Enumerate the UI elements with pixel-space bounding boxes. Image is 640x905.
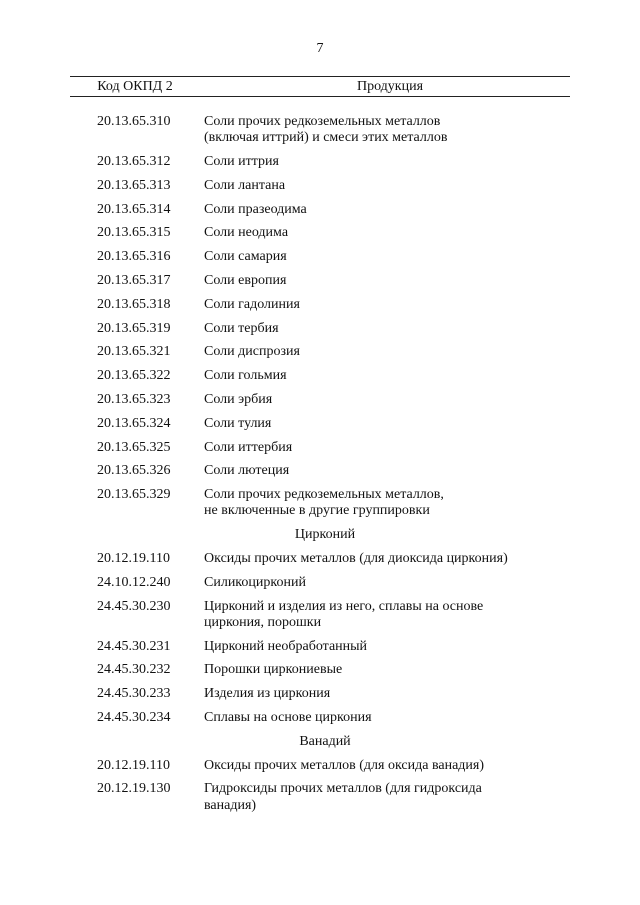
product-line: Соли самария [204,249,287,265]
product-name [204,440,564,456]
table-row [0,710,640,726]
product-name [204,225,564,241]
product-name [204,710,564,726]
table-row [0,178,640,194]
product-line: Соли диспрозия [204,344,300,360]
table-row [0,686,640,702]
product-name [204,686,564,702]
product-line: ванадия) [204,797,257,813]
product-name [204,297,564,313]
okpd-code: 20.13.65.317 [97,272,171,288]
product-name [204,781,564,813]
product-line: циркония, порошки [204,614,322,630]
product-line: Сплавы на основе циркония [204,709,372,725]
okpd-code: 20.13.65.318 [97,296,171,312]
okpd-code: 24.45.30.232 [97,662,171,678]
table-row [0,154,640,170]
table-row [0,416,640,432]
table-row [0,321,640,337]
okpd-code: 20.13.65.316 [97,249,171,265]
product-name [204,178,564,194]
table-row [0,639,640,655]
product-name [204,575,564,591]
table-row [0,344,640,360]
product-name [204,114,564,146]
product-line: Соли гольмия [204,368,287,384]
product-line: Соли эрбия [204,391,273,407]
product-name [204,639,564,655]
okpd-code: 20.13.65.315 [97,225,171,241]
product-line: Оксиды прочих металлов (для диоксида циркония) [204,550,508,566]
table-body [0,114,640,821]
okpd-code: 24.45.30.230 [97,598,171,614]
table-header [70,76,570,97]
product-line: Соли празеодима [204,201,307,217]
table-row [0,114,640,146]
table-row [0,599,640,631]
product-name [204,662,564,678]
okpd-code: 24.45.30.231 [97,638,171,654]
table-row [0,781,640,813]
okpd-code: 20.13.65.321 [97,344,171,360]
okpd-code: 20.13.65.322 [97,368,171,384]
product-line: Соли прочих редкоземельных металлов [204,114,441,129]
product-line: Соли европия [204,272,287,288]
product-line: Соли тулия [204,415,272,431]
table-row [0,662,640,678]
table-row [0,392,640,408]
okpd-code: 20.13.65.323 [97,391,171,407]
product-name [204,368,564,384]
product-line: Цирконий и изделия из него, сплавы на основе [204,598,484,614]
table-row [0,225,640,241]
product-line: Оксиды прочих металлов (для оксида ванадия) [204,757,485,773]
section-heading: Цирконий [294,527,356,543]
okpd-code: 20.13.65.326 [97,463,171,479]
product-line: Изделия из циркония [204,686,331,702]
okpd-code: 20.13.65.312 [97,154,171,169]
column-header-code: Код ОКПД 2 [97,79,173,94]
product-line: Порошки циркониевые [204,662,343,678]
okpd-code: 20.13.65.313 [97,177,171,193]
table-row [0,487,640,519]
product-line: Соли гадолиния [204,296,300,312]
product-line: Соли иттербия [204,439,293,455]
column-header-product: Продукция [356,79,424,94]
table-row [0,758,640,774]
okpd-code: 20.12.19.110 [97,757,170,773]
product-name [204,202,564,218]
product-line: Соли неодима [204,225,289,241]
table-row [0,368,640,384]
table-row [0,249,640,265]
product-name [204,416,564,432]
product-name [204,321,564,337]
product-line: Соли прочих редкоземельных металлов, [204,487,444,503]
product-line: не включенные в другие группировки [204,503,430,519]
product-name [204,463,564,479]
okpd-code: 24.45.30.234 [97,709,171,725]
product-name [204,487,564,519]
section-heading: Ванадий [299,733,351,749]
product-name [204,551,564,567]
okpd-code: 20.13.65.329 [97,487,171,503]
product-name [204,599,564,631]
product-name [204,344,564,360]
table-row [0,297,640,313]
product-line: Соли лютеция [204,463,290,479]
product-name [204,392,564,408]
table-row [0,202,640,218]
product-name [204,249,564,265]
okpd-code: 20.13.65.314 [97,201,171,217]
okpd-code: 20.13.65.325 [97,439,171,455]
table-row [0,551,640,567]
product-line: Силикоцирконий [204,574,306,590]
okpd-code: 20.13.65.310 [97,114,171,129]
product-name [204,758,564,774]
product-name [204,154,564,170]
product-line: Цирконий необработанный [204,638,368,654]
okpd-code: 24.45.30.233 [97,686,171,702]
okpd-code: 20.13.65.324 [97,415,171,431]
product-name [204,273,564,289]
product-line: Гидроксиды прочих металлов (для гидроксида [204,781,482,797]
table-row [0,575,640,591]
okpd-code: 20.12.19.130 [97,781,171,797]
page-number: 7 [316,41,324,56]
product-line: Соли лантана [204,177,286,193]
table-row [0,440,640,456]
product-line: Соли иттрия [204,154,279,169]
okpd-code: 24.10.12.240 [97,574,171,590]
okpd-code: 20.12.19.110 [97,550,170,566]
table-row [0,273,640,289]
product-line: (включая иттрий) и смеси этих металлов [204,130,448,146]
table-row [0,463,640,479]
okpd-code: 20.13.65.319 [97,320,171,336]
product-line: Соли тербия [204,320,279,336]
